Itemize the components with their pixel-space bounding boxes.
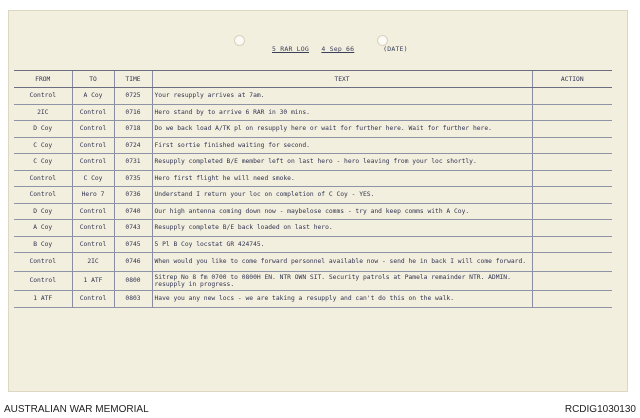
column-header-text: TEXT	[152, 71, 532, 88]
cell-action	[532, 187, 612, 204]
table-row	[14, 291, 612, 308]
cell-from: Control	[14, 88, 72, 105]
footer-record-id: RCDIG1030130	[564, 404, 636, 415]
cell-time: 0725	[114, 88, 152, 105]
cell-to: Control	[72, 203, 114, 220]
cell-from: Control	[14, 170, 72, 187]
cell-action	[532, 291, 612, 308]
cell-text: Resupply complete B/E back loaded on last hero.	[152, 220, 532, 237]
cell-time: 0736	[114, 187, 152, 204]
cell-time: 0718	[114, 121, 152, 138]
cell-action	[532, 203, 612, 220]
cell-from: D Coy	[14, 203, 72, 220]
table-body	[14, 88, 612, 308]
cell-to: Control	[72, 104, 114, 121]
table-row	[14, 88, 612, 105]
cell-from: A Coy	[14, 220, 72, 237]
cell-from: B Coy	[14, 236, 72, 253]
cell-action	[532, 104, 612, 121]
cell-text: Your resupply arrives at 7am.	[152, 88, 532, 105]
cell-to: Control	[72, 154, 114, 171]
cell-text: Do we back load A/TK pl on resupply here or wait for further here. Wait for further here.	[152, 121, 532, 138]
footer	[0, 400, 640, 418]
cell-text: Our high antenna coming down now - maybelose comms - try and keep comms with A Coy.	[152, 203, 532, 220]
cell-to: Hero 7	[72, 187, 114, 204]
table-row	[14, 272, 612, 291]
cell-time: 0731	[114, 154, 152, 171]
cell-action	[532, 170, 612, 187]
cell-from: Control	[14, 272, 72, 291]
cell-action	[532, 272, 612, 291]
table-row	[14, 154, 612, 171]
cell-text: Hero stand by to arrive 6 RAR in 30 mins.	[152, 104, 532, 121]
cell-time: 0735	[114, 170, 152, 187]
log-header	[272, 45, 408, 53]
cell-to: Control	[72, 137, 114, 154]
cell-from: 1 ATF	[14, 291, 72, 308]
cell-time: 0746	[114, 253, 152, 272]
cell-time: 0716	[114, 104, 152, 121]
table-row	[14, 187, 612, 204]
table-row	[14, 220, 612, 237]
cell-from: 2IC	[14, 104, 72, 121]
table-row	[14, 137, 612, 154]
cell-time: 0803	[114, 291, 152, 308]
cell-to: C Coy	[72, 170, 114, 187]
cell-action	[532, 88, 612, 105]
table-row	[14, 236, 612, 253]
cell-time: 0740	[114, 203, 152, 220]
cell-action	[532, 121, 612, 138]
cell-action	[532, 236, 612, 253]
cell-to: Control	[72, 121, 114, 138]
cell-to: 2IC	[72, 253, 114, 272]
cell-from: C Coy	[14, 154, 72, 171]
cell-action	[532, 220, 612, 237]
cell-to: 1 ATF	[72, 272, 114, 291]
cell-text: Have you any new locs - we are taking a resupply and can't do this on the walk.	[152, 291, 532, 308]
cell-action	[532, 154, 612, 171]
cell-from: Control	[14, 253, 72, 272]
cell-text: Sitrep No 8 fm 0700 to 0800H EN. NTR OWN SIT. Security patrols at Pamela remainder NTR. ADMIN. resupply in progress.	[152, 272, 532, 291]
cell-text: First sortie finished waiting for second.	[152, 137, 532, 154]
table-row	[14, 170, 612, 187]
cell-from: Control	[14, 187, 72, 204]
cell-from: C Coy	[14, 137, 72, 154]
log-table	[14, 70, 612, 308]
cell-time: 0800	[114, 272, 152, 291]
log-label: 5 RAR LOG	[272, 45, 310, 53]
cell-time: 0745	[114, 236, 152, 253]
cell-to: A Coy	[72, 88, 114, 105]
cell-to: Control	[72, 220, 114, 237]
cell-action	[532, 137, 612, 154]
table-row	[14, 203, 612, 220]
table-header-row	[14, 71, 612, 88]
punch-hole-left	[234, 35, 245, 46]
footer-credit: AUSTRALIAN WAR MEMORIAL	[4, 404, 149, 415]
cell-time: 0743	[114, 220, 152, 237]
column-header-to: TO	[72, 71, 114, 88]
log-date-note: (DATE)	[383, 45, 408, 53]
cell-text: Hero first flight he will need smoke.	[152, 170, 532, 187]
cell-to: Control	[72, 236, 114, 253]
table-row	[14, 104, 612, 121]
cell-text: Resupply completed B/E member left on last hero - hero leaving from your loc shortly.	[152, 154, 532, 171]
cell-text: 5 Pl B Coy locstat GR 424745.	[152, 236, 532, 253]
cell-text: Understand I return your loc on completion of C Coy - YES.	[152, 187, 532, 204]
cell-from: D Coy	[14, 121, 72, 138]
cell-action	[532, 253, 612, 272]
column-header-action: ACTION	[532, 71, 612, 88]
column-header-time: TIME	[114, 71, 152, 88]
cell-to: Control	[72, 291, 114, 308]
table-row	[14, 121, 612, 138]
cell-time: 0724	[114, 137, 152, 154]
table-row	[14, 253, 612, 272]
cell-text: When would you like to come forward personnel available now - send he in back I will come forward.	[152, 253, 532, 272]
log-date: 4 Sep 66	[321, 45, 355, 53]
column-header-from: FROM	[14, 71, 72, 88]
